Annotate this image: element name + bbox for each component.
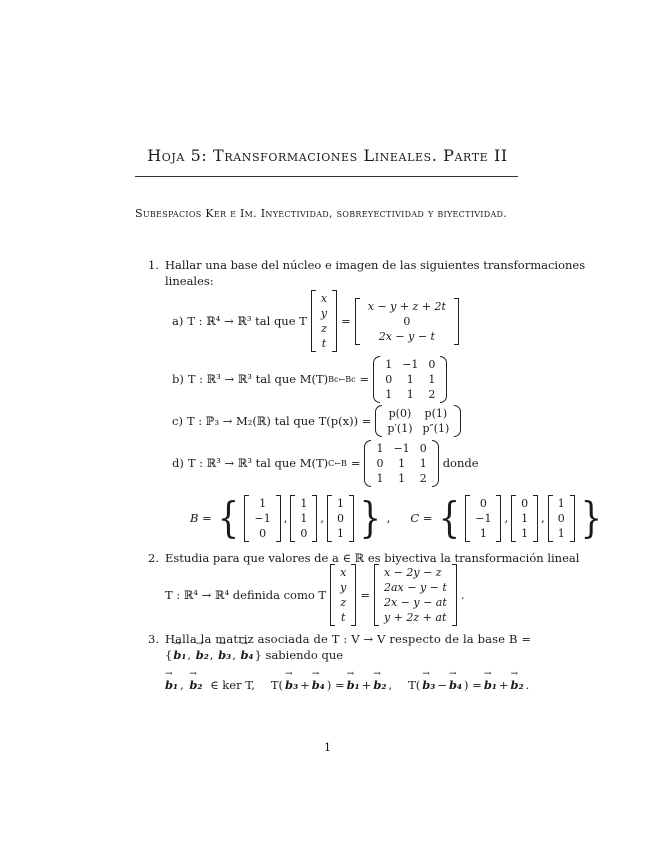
item-a-vector bbox=[311, 290, 337, 352]
matrix-cell: 1 bbox=[376, 441, 384, 455]
result-entry: x − 2y − z bbox=[383, 566, 442, 579]
item-a-label: a) bbox=[172, 314, 184, 328]
condition-3-end: . bbox=[525, 678, 530, 692]
vector-entry: z bbox=[321, 322, 327, 335]
matrix-cell: 1 bbox=[398, 456, 406, 470]
basis-vector: → b₁ bbox=[173, 648, 186, 662]
item-b-text: T : ℝ³ → ℝ³ tal que M(T) bbox=[187, 372, 329, 386]
matrix-cell: p(1) bbox=[424, 407, 448, 420]
vector-entry: x bbox=[340, 566, 347, 579]
basis-vector: → b₄ bbox=[449, 678, 462, 692]
vector-entry: 0 bbox=[521, 496, 529, 510]
result-entry: 0 bbox=[403, 314, 411, 328]
matrix-cell: −1 bbox=[402, 357, 419, 371]
item-b-matrix bbox=[373, 356, 447, 403]
problem-2-number: 2. bbox=[148, 551, 159, 565]
result-entry: y + 2z + at bbox=[383, 611, 447, 624]
basis-vector: → b₃ bbox=[285, 678, 298, 692]
matrix-cell: 1 bbox=[385, 387, 393, 401]
basis-vector: → b₂ bbox=[196, 648, 209, 662]
vector-entry: 1 bbox=[521, 511, 529, 525]
basis-vector: → b₂ bbox=[511, 678, 524, 692]
condition-2-end: , bbox=[388, 678, 393, 692]
item-a-result bbox=[355, 298, 459, 345]
matrix-cell: p″(1) bbox=[422, 422, 450, 435]
basis-vector: → b₄ bbox=[241, 648, 254, 662]
condition-2-rhs-op: + bbox=[361, 678, 372, 692]
vector-entry: −1 bbox=[475, 511, 492, 525]
matrix-cell: 0 bbox=[428, 357, 436, 371]
vector-entry: 1 bbox=[557, 496, 565, 510]
condition-3-prefix: T( bbox=[408, 678, 421, 692]
matrix-cell: 0 bbox=[376, 456, 384, 470]
item-d-label: d) bbox=[172, 456, 184, 470]
item-d-text: T : ℝ³ → ℝ³ tal que M(T) bbox=[187, 456, 329, 470]
equals-sign: = bbox=[360, 588, 370, 602]
basis-vector: → b₁ bbox=[484, 678, 497, 692]
condition-2-prefix: T( bbox=[270, 678, 284, 692]
vector-entry: 1 bbox=[557, 526, 565, 540]
basis-c-label: C = bbox=[410, 511, 433, 525]
problem-1-intro-line1: Hallar una base del núcleo e imagen de las siguientes transformaciones bbox=[165, 258, 586, 272]
vector-entries bbox=[316, 290, 332, 352]
vector-entry: 1 bbox=[521, 526, 529, 540]
vector-entry: y bbox=[320, 307, 328, 320]
equals-sign: = bbox=[359, 372, 370, 386]
problem-1d bbox=[172, 440, 479, 486]
matrix-cell: 1 bbox=[406, 372, 414, 386]
basis-vector: → b₂ bbox=[189, 678, 202, 692]
result-entry: 2ax − y − t bbox=[383, 581, 447, 594]
page-number: 1 bbox=[323, 740, 332, 754]
equals-sign: = bbox=[350, 456, 361, 470]
basis-vector: → b₄ bbox=[312, 678, 325, 692]
basis-b-label: B = bbox=[190, 511, 212, 525]
basis-vector: → b₁ bbox=[165, 678, 178, 692]
vector-entry: 0 bbox=[479, 496, 487, 510]
problem-1a bbox=[172, 290, 459, 352]
matrix-cell: p′(1) bbox=[387, 422, 413, 435]
vector-entry: 0 bbox=[557, 511, 565, 525]
problem-1-number: 1. bbox=[148, 258, 159, 272]
basis-b-vector bbox=[290, 495, 317, 542]
problem-3-line1: Halla la matriz asociada de T : V → V respecto de la base B = bbox=[165, 632, 532, 646]
vector-entry: 0 bbox=[337, 511, 345, 525]
item-d-subscript: C←B bbox=[328, 458, 347, 468]
matrix-cell: 0 bbox=[419, 441, 427, 455]
item-c-matrix bbox=[375, 405, 461, 437]
vector-entry: 1 bbox=[300, 496, 308, 510]
item-c-label: c) bbox=[172, 414, 183, 428]
matrix-cell: −1 bbox=[393, 441, 410, 455]
section-title: Subespacios Ker e Im. Inyectividad, sobreyectividad y biyectividad. bbox=[135, 207, 508, 220]
condition-1-text: ∈ ker T, bbox=[210, 678, 255, 692]
basis-c-vector bbox=[548, 495, 575, 542]
item-d-matrix bbox=[364, 440, 438, 487]
condition-2-eq: ) = bbox=[326, 678, 345, 692]
basis-b-vector bbox=[244, 495, 280, 542]
problem-3-conditions: → b₁ , → b₂ ∈ ker T, T( → b₃ + → b₄ ) = → b₁ + → b₂ , T( → b₃ − → b₄ ) = → b₁ + → b₂ . bbox=[165, 678, 529, 692]
result-entry: 2x − y − t bbox=[378, 329, 435, 343]
matrix-cell: 0 bbox=[385, 372, 393, 386]
basis-c-vector bbox=[511, 495, 538, 542]
problem-1-intro-line2: lineales: bbox=[165, 274, 214, 288]
matrix-cell: 1 bbox=[406, 387, 414, 401]
basis-vector: → b₃ bbox=[422, 678, 435, 692]
condition-3-op: − bbox=[437, 678, 447, 692]
vector-entry: 0 bbox=[259, 526, 267, 540]
vector-entry: t bbox=[341, 611, 346, 624]
condition-3-eq: ) = bbox=[464, 678, 482, 692]
problem-1b bbox=[172, 356, 447, 402]
vector-entry: 1 bbox=[337, 526, 345, 540]
matrix-cell: 2 bbox=[419, 471, 427, 485]
basis-vector: → b₂ bbox=[373, 678, 386, 692]
vector-entry: 0 bbox=[300, 526, 308, 540]
basis-vector: → b₃ bbox=[218, 648, 231, 662]
condition-2-op: + bbox=[300, 678, 310, 692]
problem-2-text: T : ℝ⁴ → ℝ⁴ definida como T bbox=[165, 588, 327, 602]
result-entry: x − y + z + 2t bbox=[367, 299, 446, 313]
vector-entry: −1 bbox=[254, 511, 271, 525]
matrix-cell: 2 bbox=[428, 387, 436, 401]
matrix-cell: 1 bbox=[428, 372, 436, 386]
vector-entry: x bbox=[320, 292, 328, 305]
matrix-cell: p(0) bbox=[388, 407, 412, 420]
problem-2-line1: Estudia para que valores de a ∈ ℝ es biyectiva la transformación lineal bbox=[165, 551, 580, 565]
item-c-text: T : ℙ₃ → M₂(ℝ) tal que T(p(x)) = bbox=[186, 414, 372, 428]
problem-2-vector bbox=[330, 564, 356, 626]
item-d-after: donde bbox=[442, 456, 479, 470]
title-rule bbox=[135, 176, 518, 177]
bases-row: B = { 1 −1 0 , 1 1 0 , 1 0 1 } , C = { 0 −1 1 , 0 1 1 , 1 0 1 } bbox=[190, 493, 602, 542]
vector-entry: 1 bbox=[300, 511, 308, 525]
problem-3-line2-close: } sabiendo que bbox=[254, 648, 344, 662]
matrix-cell: 1 bbox=[385, 357, 393, 371]
brace-open: { bbox=[165, 648, 173, 662]
item-a-text: T : ℝ⁴ → ℝ³ tal que T bbox=[187, 314, 307, 328]
problem-2-equation bbox=[165, 565, 464, 625]
page-title: Hoja 5: Transformaciones Lineales. Parte II bbox=[147, 146, 508, 165]
problem-2-result bbox=[374, 564, 457, 626]
matrix-cell: 1 bbox=[398, 471, 406, 485]
basis-c-vector bbox=[465, 495, 501, 542]
basis-b-vector bbox=[327, 495, 354, 542]
problem-3-line2: { → b₁ , → b₂ , → b₃ , → b₄ } sabiendo que bbox=[165, 648, 343, 662]
problem-2-end: . bbox=[460, 588, 465, 602]
vector-entry: 1 bbox=[259, 496, 267, 510]
matrix-cell: 1 bbox=[419, 456, 427, 470]
problem-1c bbox=[172, 404, 461, 438]
equals-sign: = bbox=[341, 314, 351, 328]
vector-entry: z bbox=[340, 596, 347, 609]
vector-entry: 1 bbox=[479, 526, 487, 540]
matrix-cell: 1 bbox=[376, 471, 384, 485]
item-b-subscript: Bc←Bc bbox=[328, 374, 356, 384]
condition-3-rhs-op: + bbox=[498, 678, 509, 692]
basis-vector: → b₁ bbox=[347, 678, 360, 692]
result-entry: 2x − y − at bbox=[383, 596, 447, 609]
item-b-label: b) bbox=[172, 372, 184, 386]
vector-entry: t bbox=[321, 337, 327, 350]
vector-entry: y bbox=[340, 581, 347, 594]
problem-3-number: 3. bbox=[148, 632, 159, 646]
vector-entry: 1 bbox=[337, 496, 345, 510]
